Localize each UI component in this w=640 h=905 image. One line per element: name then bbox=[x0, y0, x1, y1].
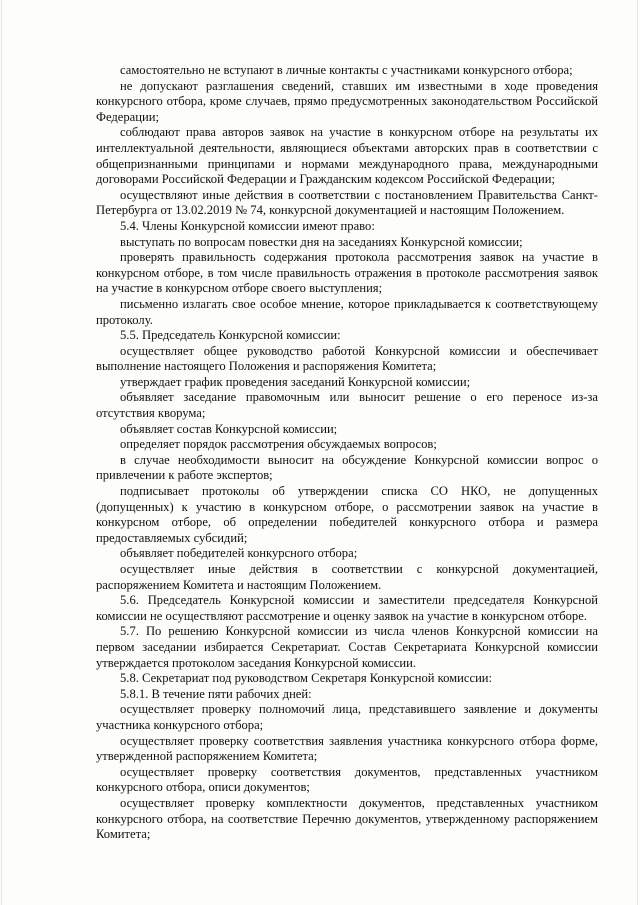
paragraph: осуществляют иные действия в соответствии с постановлением Правительства Санкт-Петербурга от 13.02.2019 № 74, конкурсной документацией и настоящим Положением. bbox=[96, 187, 598, 218]
page-edge-right bbox=[637, 0, 638, 905]
paragraph: объявляет заседание правомочным или выносит решение о его переносе из-за отсутствия кворума; bbox=[96, 390, 598, 421]
paragraph: не допускают разглашения сведений, ставших им известными в ходе проведения конкурсного отбора, кроме случаев, прямо предусмотренных законодательством Российской Федерации; bbox=[96, 78, 598, 124]
paragraph: осуществляет проверку полномочий лица, представившего заявление и документы участника конкурсного отбора; bbox=[96, 702, 598, 732]
paragraph: 5.6. Председатель Конкурсной комиссии и заместители председателя Конкурсной комиссии не осуществляют рассмотрение и оценку заявок на участие в конкурсном отборе. bbox=[96, 593, 598, 623]
paragraph: объявляет состав Конкурсной комиссии; bbox=[120, 421, 338, 436]
paragraph: в случае необходимости выносит на обсуждение Конкурсной комиссии вопрос о привлечении к работе экспертов; bbox=[96, 452, 598, 483]
paragraph: подписывает протоколы об утверждении списка СО НКО, не допущенных (допущенных) к участию в конкурсном отборе, о рассмотрении заявок на участие в конкурсном отборе, об определении победителей конкурсного отбора и размера предоставляемых субсидий; bbox=[96, 484, 598, 545]
paragraph: соблюдают права авторов заявок на участие в конкурсном отборе на результаты их интеллектуальной деятельности, являющиеся объектами авторских прав в соответствии с общепризнанными принципами и нормами международного права, международными договорами Российской Федерации и Гражданским кодексом Российской Федерации; bbox=[96, 125, 598, 187]
section-heading: 5.5. Председатель Конкурсной комиссии: bbox=[120, 328, 341, 343]
paragraph: осуществляет проверку соответствия заявления участника конкурсного отбора форме, утвержденной распоряжением Комитета; bbox=[96, 733, 598, 764]
paragraph: самостоятельно не вступают в личные контакты с участниками конкурсного отбора; bbox=[120, 63, 573, 77]
paragraph: объявляет победителей конкурсного отбора; bbox=[120, 546, 358, 561]
paragraph: проверять правильность содержания протокола рассмотрения заявок на участие в конкурсном отборе, в том числе правильность отражения в протоколе рассмотрения заявок на участие в конкурсном отборе своего выступления; bbox=[96, 250, 598, 296]
paragraph: осуществляет проверку комплектности документов, представленных участником конкурсного отбора, на соответствие Перечню документов, утвержденному распоряжением Комитета; bbox=[96, 795, 598, 842]
paragraph: осуществляет общее руководство работой Конкурсной комиссии и обеспечивает выполнение настоящего Положения и распоряжения Комитета; bbox=[96, 343, 598, 374]
paragraph: осуществляет проверку соответствия документов, представленных участником конкурсного отбора, описи документов; bbox=[96, 764, 598, 795]
paragraph: осуществляет иные действия в соответствии с конкурсной документацией, распоряжением Комитета и настоящим Положением. bbox=[96, 562, 598, 592]
section-heading: 5.8. Секретариат под руководством Секретаря Конкурсной комиссии: bbox=[120, 671, 493, 686]
paragraph: утверждает график проведения заседаний Конкурсной комиссии; bbox=[120, 374, 471, 389]
document-body bbox=[96, 63, 598, 843]
paragraph: письменно излагать свое особое мнение, которое прикладывается к соответствующему протоколу. bbox=[96, 296, 598, 327]
subsection-heading: 5.8.1. В течение пяти рабочих дней: bbox=[120, 686, 312, 701]
paragraph: выступать по вопросам повестки дня на заседаниях Конкурсной комиссии; bbox=[120, 234, 523, 249]
paragraph: 5.7. По решению Конкурсной комиссии из числа членов Конкурсной комиссии на первом заседании избирается Секретариат. Состав Секретариата Конкурсной комиссии утверждается протоколом заседания Конкурсной комиссии. bbox=[96, 624, 598, 670]
paragraph: определяет порядок рассмотрения обсуждаемых вопросов; bbox=[120, 437, 437, 452]
page-edge-left bbox=[1, 0, 2, 905]
section-heading: 5.4. Члены Конкурсной комиссии имеют право: bbox=[120, 218, 375, 233]
